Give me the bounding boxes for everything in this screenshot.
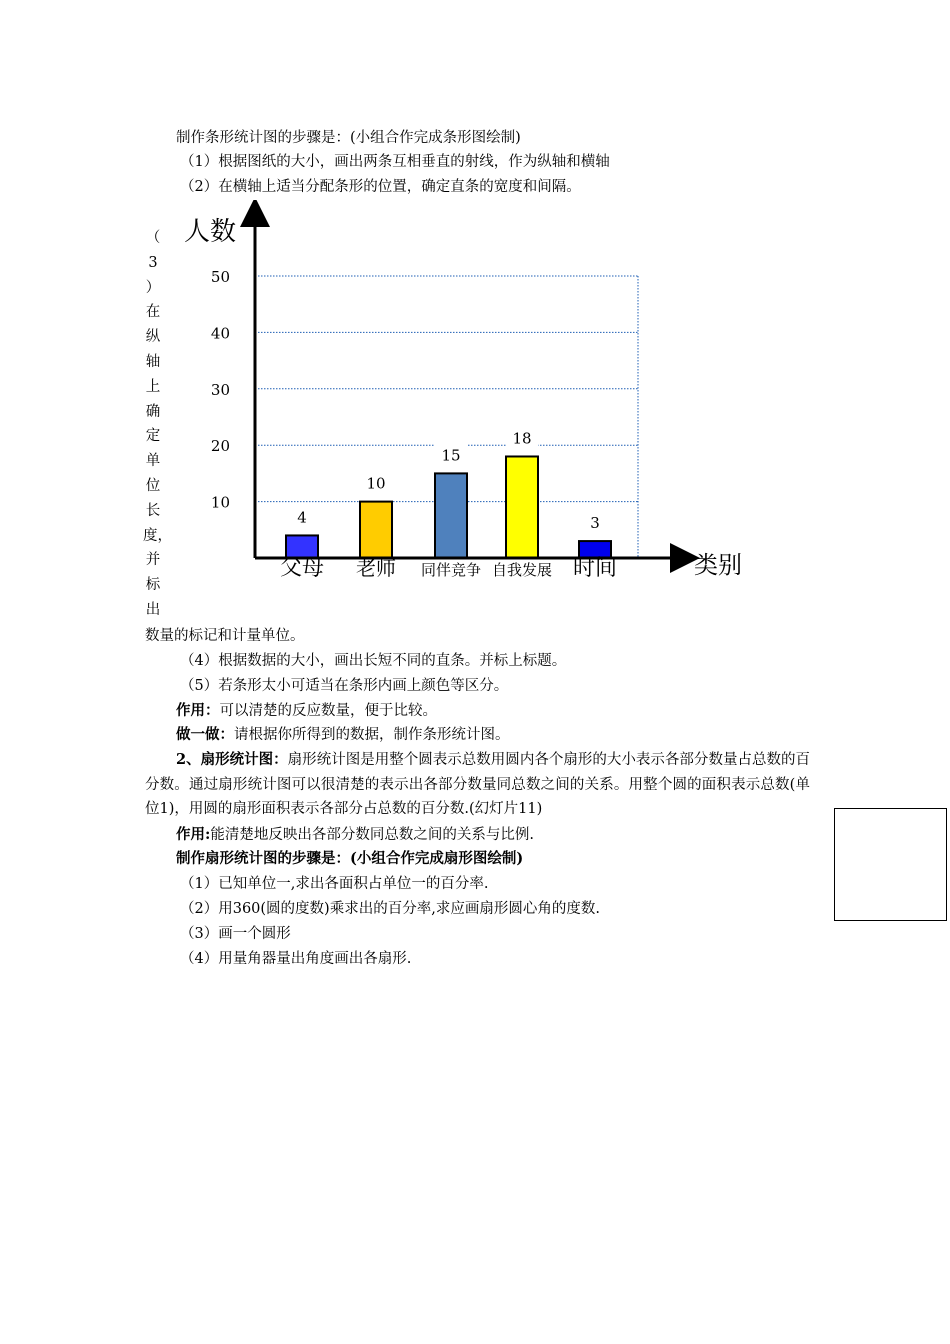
bar-step-2: （2）在横轴上适当分配条形的位置，确定直条的宽度和间隔。	[180, 179, 581, 195]
data-label: 15	[441, 446, 461, 465]
bar-step-1: （1）根据图纸的大小，画出两条互相垂直的射线，作为纵轴和横轴	[180, 154, 610, 170]
pie-chart-paragraph	[145, 748, 810, 822]
bar	[360, 502, 392, 558]
vertical-char: （	[145, 230, 161, 246]
category-label: 自我发展	[491, 561, 553, 579]
try-label: 做一做：	[176, 726, 234, 743]
bar-step-5: （5）若条形太小可适当在条形内画上颜色等区分。	[180, 678, 509, 694]
side-frame-box	[834, 808, 947, 921]
bar-step-4: （4）根据数据的大小，画出长短不同的直条。并标上标题。	[180, 653, 567, 669]
y-axis-label: 人数	[184, 217, 237, 247]
vertical-char: 3	[148, 254, 158, 271]
vertical-char: 位	[145, 477, 161, 494]
try-line	[176, 725, 510, 745]
y-tick-label: 40	[210, 324, 230, 343]
bar	[286, 535, 318, 558]
bar	[435, 473, 467, 558]
pie-effect-text: 能清楚地反映出各部分数同总数之间的关系与比例.	[210, 827, 534, 843]
bar-step-3-tail: 数量的标记和计量单位。	[145, 628, 305, 644]
data-label: 3	[590, 514, 600, 533]
category-label: 时间	[572, 556, 618, 581]
vertical-char: ）	[145, 279, 161, 296]
category-label: 老师	[356, 556, 396, 580]
category-label: 同伴竞争	[420, 561, 482, 579]
y-tick-label: 20	[210, 437, 230, 456]
pie-effect-line	[176, 825, 534, 845]
category-label: 父母	[279, 556, 325, 581]
pie-step-1: （1）已知单位一,求出各面积占单位一的百分率.	[180, 876, 489, 892]
x-axis-label: 类别	[694, 551, 742, 579]
data-label: 4	[297, 508, 307, 527]
vertical-char: 确	[145, 403, 161, 420]
pie-effect-label: 作用:	[176, 826, 211, 843]
pie-steps-title: 制作扇形统计图的步骤是：(小组合作完成扇形图绘制)	[176, 850, 524, 867]
pie-step-3: （3）画一个圆形	[180, 926, 291, 942]
data-label: 18	[512, 429, 532, 448]
vertical-char: 上	[145, 378, 161, 395]
pie-step-4: （4）用量角器量出角度画出各扇形.	[180, 951, 412, 967]
effect-line	[176, 701, 437, 721]
y-tick-label: 50	[210, 268, 230, 286]
vertical-char: 标	[145, 577, 161, 594]
vertical-char: 在	[145, 304, 161, 321]
vertical-char: 纵	[145, 329, 161, 346]
bar-steps-title: 制作条形统计图的步骤是：(小组合作完成条形图绘制)	[176, 130, 521, 146]
bar-step-3-vertical	[143, 226, 172, 623]
vertical-char: 出	[145, 601, 161, 618]
pie-step-2: （2）用360(圆的度数)乘求出的百分率,求应画扇形圆心角的度数.	[180, 901, 600, 917]
vertical-char: 度，	[143, 527, 172, 544]
pie-text: 扇形统计图是用整个圆表示总数用圆内各个扇形的大小表示各部分数量占总数的百分数。通过扇形统计图可以很清楚的表示出各部分数量同总数之间的关系。用整个圆的面积表示总数(单位1)，用圆的扇形面积表示各部分占总数的百分数.(幻灯片11)	[145, 752, 810, 817]
effect-label: 作用：	[176, 702, 220, 719]
bar-chart	[170, 200, 780, 590]
data-label: 10	[366, 474, 386, 493]
y-tick-label: 30	[210, 380, 230, 399]
vertical-char: 定	[145, 428, 161, 445]
vertical-char: 单	[145, 453, 161, 470]
effect-text: 可以清楚的反应数量，便于比较。	[219, 703, 437, 719]
bar	[506, 456, 538, 558]
y-tick-label: 10	[210, 493, 230, 512]
vertical-char: 并	[145, 552, 161, 569]
vertical-char: 轴	[145, 353, 161, 370]
try-text: 请根据你所得到的数据，制作条形统计图。	[234, 727, 510, 743]
vertical-char: 长	[145, 502, 161, 519]
pie-label: 2、扇形统计图：	[176, 751, 288, 768]
